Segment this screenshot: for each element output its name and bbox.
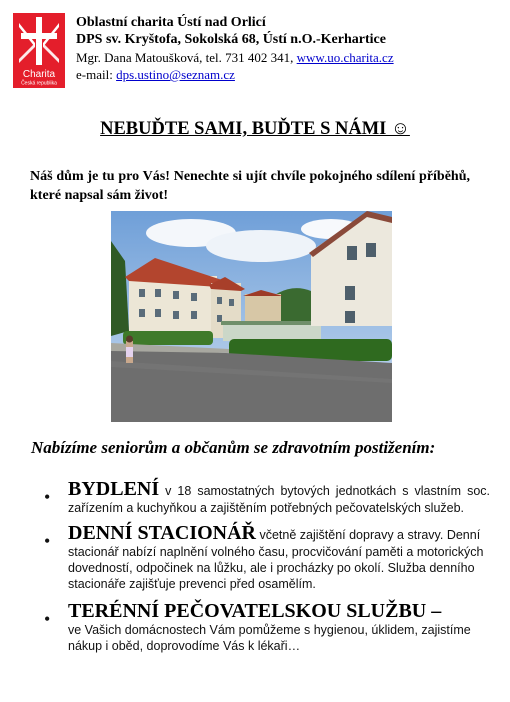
charita-cross-icon	[13, 13, 65, 88]
service-title: TERÉNNÍ PEČOVATELSKOU SLUŽBU –	[68, 600, 442, 622]
service-text: ve Vašich domácnostech Vám pomůžeme s hygienou, úklidem, zajistíme nákup i oběd, doprovodíme Vás k lékaři…	[68, 623, 471, 653]
logo-text-sub: Česká republika	[21, 80, 57, 87]
service-title: DENNÍ STACIONÁŘ	[68, 522, 256, 544]
dps-address: DPS sv. Kryštofa, Sokolská 68, Ústí n.O.-Kerhartice	[76, 32, 386, 47]
website-link[interactable]: www.uo.charita.cz	[296, 50, 394, 65]
services-list	[44, 478, 490, 654]
service-item-field-care	[44, 600, 490, 654]
intro-text: Náš dům je tu pro Vás! Nenechte si ujít chvíle pokojného sdílení příběhů, které napsal sám život!	[30, 169, 470, 203]
bullet-icon: •	[44, 531, 51, 551]
letterhead	[76, 14, 496, 83]
services-heading: Nabízíme seniorům a občanům se zdravotním postižením:	[31, 438, 436, 457]
email-line	[76, 66, 496, 83]
service-text: v 18 samostatných bytových jednotkách s vlastním soc. zařízením a kuchyňkou a zajištěním potřebných pečovatelských služeb.	[68, 484, 490, 515]
building-photo	[111, 211, 392, 422]
page-title: NEBUĎTE SAMI, BUĎTE S NÁMI ☺	[100, 119, 410, 139]
bullet-icon: •	[44, 487, 51, 507]
service-title: BYDLENÍ	[68, 478, 160, 500]
logo-text-main: Charita	[22, 69, 56, 80]
contact-line	[76, 49, 496, 66]
org-name: Oblastní charita Ústí nad Orlicí	[76, 15, 266, 30]
bullet-icon: •	[44, 609, 51, 629]
contact-text: Mgr. Dana Matoušková, tel. 731 402 341,	[76, 50, 297, 65]
charita-logo	[13, 13, 65, 88]
email-label: e-mail:	[76, 67, 117, 82]
service-item-housing	[44, 478, 490, 516]
service-text: včetně zajištění dopravy a stravy. Denní stacionář nabízí naplnění volného času, procvičování paměti a motorických dovedností, odpočinek na lůžku, ale i procházky po okolí. Služba denního stacionáře zajišťuje prevenci před osamělím.	[68, 528, 484, 591]
service-item-day-care	[44, 522, 490, 592]
email-link[interactable]: dps.ustino@seznam.cz	[116, 67, 235, 82]
